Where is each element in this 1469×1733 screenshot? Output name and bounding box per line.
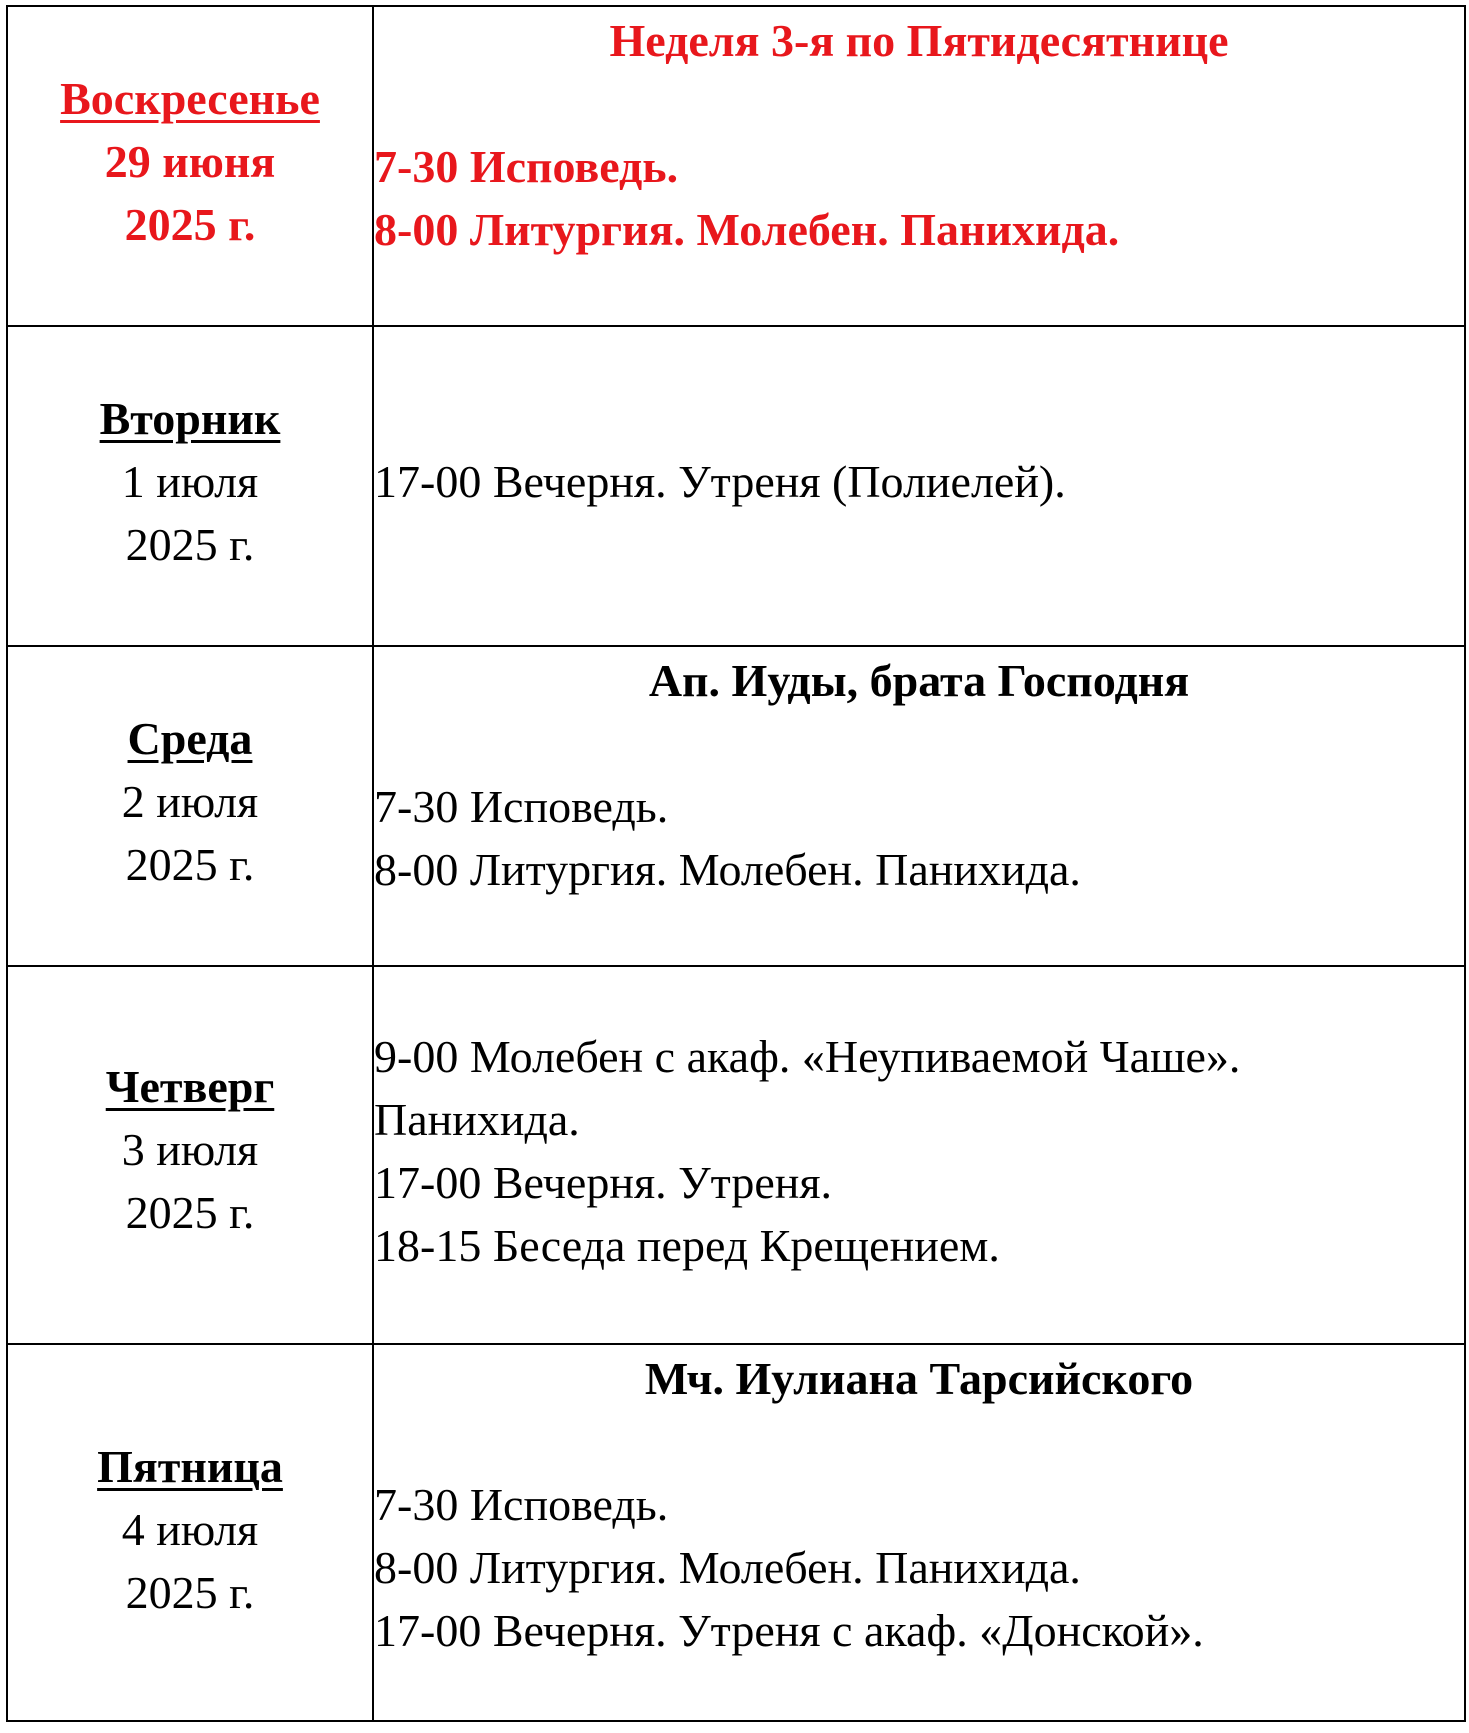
day-cell (7, 646, 373, 966)
service-line: 7-30 Исповедь. (374, 1479, 669, 1530)
schedule-row (7, 326, 1465, 646)
schedule-row (7, 6, 1465, 326)
day-cell (7, 6, 373, 326)
service-cell (373, 1344, 1465, 1721)
day-block (8, 327, 372, 576)
service-line: 18-15 Беседа перед Крещением. (374, 1220, 1000, 1271)
schedule-row (7, 646, 1465, 966)
service-line: 17-00 Вечерня. Утреня. (374, 1157, 833, 1208)
service-line: 8-00 Литургия. Молебен. Панихида. (374, 1542, 1081, 1593)
service-line: 8-00 Литургия. Молебен. Панихида. (374, 204, 1120, 255)
feast-title: Мч. Иулиана Тарсийского (644, 1353, 1194, 1404)
day-name: Среда (127, 713, 253, 764)
day-name: Пятница (97, 1441, 283, 1492)
service-cell (373, 326, 1465, 646)
service-line: 17-00 Вечерня. Утреня (Полиелей). (374, 456, 1066, 507)
service-line: 7-30 Исповедь. (374, 141, 679, 192)
feast-title: Неделя 3-я по Пятидесятнице (609, 15, 1229, 66)
service-line: 7-30 Исповедь. (374, 781, 669, 832)
day-year: 2025 г. (125, 519, 255, 570)
day-date: 3 июля (121, 1124, 259, 1175)
service-cell (373, 966, 1465, 1344)
schedule-row (7, 966, 1465, 1344)
day-cell (7, 1344, 373, 1721)
service-cell (373, 646, 1465, 966)
day-name: Вторник (99, 393, 281, 444)
day-cell (7, 966, 373, 1344)
day-block (8, 967, 372, 1244)
day-name: Четверг (105, 1061, 275, 1112)
service-line: 8-00 Литургия. Молебен. Панихида. (374, 844, 1081, 895)
schedule-row (7, 1344, 1465, 1721)
day-year: 2025 г. (125, 1187, 255, 1238)
day-block (8, 7, 372, 256)
day-date: 1 июля (121, 456, 259, 507)
service-line: Панихида. (374, 1094, 580, 1145)
day-date: 2 июля (121, 776, 259, 827)
schedule-table (6, 5, 1466, 1722)
day-date: 4 июля (121, 1504, 259, 1555)
service-line: 17-00 Вечерня. Утреня с акаф. «Донской». (374, 1605, 1204, 1656)
day-year: 2025 г. (124, 199, 256, 250)
day-year: 2025 г. (125, 1567, 255, 1618)
day-name: Воскресенье (60, 73, 320, 124)
day-block (8, 1345, 372, 1624)
service-cell (373, 6, 1465, 326)
service-line: 9-00 Молебен с акаф. «Неупиваемой Чаше». (374, 1031, 1241, 1082)
day-cell (7, 326, 373, 646)
feast-title: Ап. Иуды, брата Господня (648, 655, 1190, 706)
day-block (8, 647, 372, 896)
day-date: 29 июня (104, 136, 276, 187)
day-year: 2025 г. (125, 839, 255, 890)
